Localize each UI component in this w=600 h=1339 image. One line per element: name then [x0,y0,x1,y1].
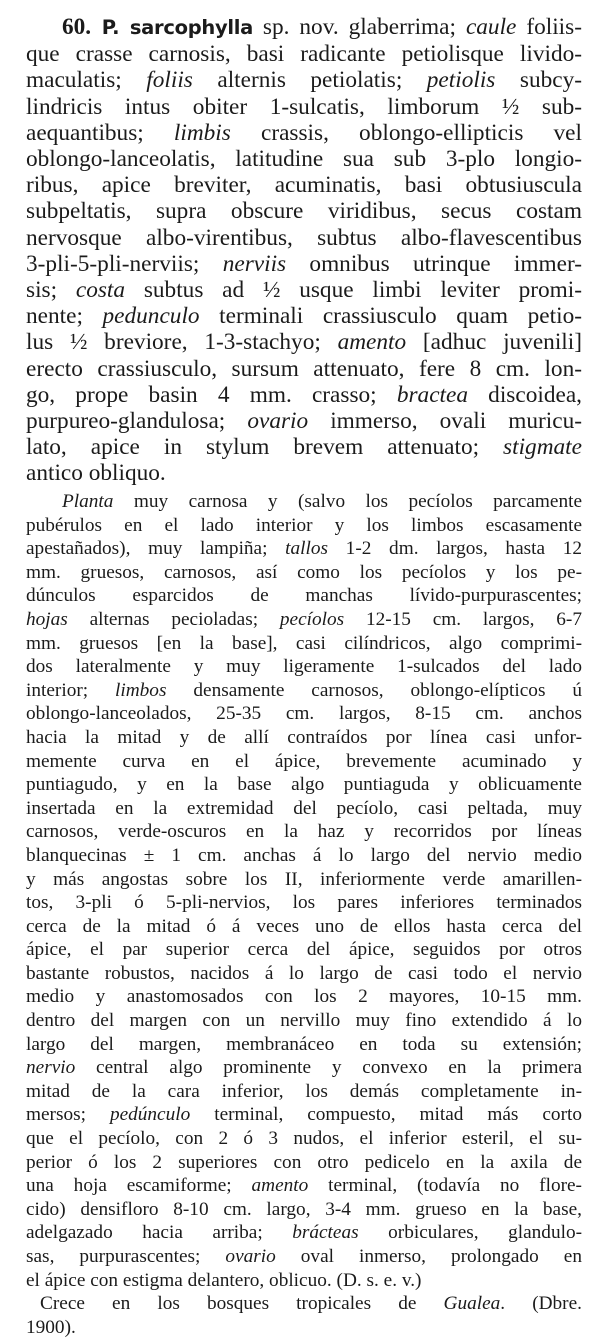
text-run: bastante robustos, nacidos á lo largo de casi todo el nervio [26,962,582,984]
text-run: alternis petiolatis; [192,67,427,94]
text-run: [adhuc juvenili] [406,329,582,356]
italic-term: Gualea [443,1293,501,1315]
text-run: blanquecinas ± 1 cm. anchas á lo largo del nervio medio [26,844,582,866]
text-run: terminal, compuesto, mitad más corto [190,1104,582,1126]
italic-term: ovario [225,1246,276,1267]
text-run: 1-2 dm. largos, hasta 12 [328,538,582,560]
text-run: subpeltatis, supra obscure viridibus, secus costam [26,198,582,225]
text-line [26,655,582,679]
italic-term: ovario [247,408,309,435]
text-line [26,537,582,561]
text-run: antico obliquo. [26,460,166,487]
text-line [26,277,582,303]
text-line [26,14,582,41]
text-run: subcy- [495,67,582,94]
text-line [26,225,582,251]
text-run: y más angostas sobre los II, inferiormente verde amarillen- [26,868,582,890]
text-run: tos, 3-pli ó 5-pli-nervios, los pares inferiores terminados [26,892,582,914]
text-line [26,1033,582,1057]
text-line [26,702,582,726]
text-line [26,1009,582,1033]
text-line [26,1080,582,1104]
text-line [26,146,582,172]
text-run: interior; [26,679,116,701]
text-line [26,584,582,608]
text-run: puntiagudo, y en la base algo puntiaguda y oblicuamente [26,774,582,796]
text-line [26,1221,582,1245]
italic-term: amento [337,329,407,356]
text-run: sas, purpurascentes; [26,1246,226,1267]
text-run: dentro del margen con un nervillo muy fino extendido á lo [26,1010,582,1032]
text-run: omnibus utrinque immer- [286,250,582,277]
text-line [26,679,582,703]
italic-term: brácteas [292,1222,359,1244]
italic-term: amento [251,1175,309,1197]
text-run: mersos; [26,1104,110,1126]
text-run: alternas pecioladas; [67,608,280,630]
text-line [26,1103,582,1127]
text-run: erecto crassiusculo, sursum attenuato, fere 8 cm. lon- [26,355,582,382]
text-run: terminali crassiusculo quam petio- [199,303,582,330]
text-line [26,434,582,460]
italic-term: pedunculo [102,303,200,330]
italic-term: petiolis [426,67,496,94]
text-run: pubérulos en el lado interior y los limbos escasamente [26,514,582,536]
italic-term: bractea [396,381,468,408]
text-run: dos lateralmente y muy ligeramente 1-sulcados del lado [26,656,582,678]
text-line [26,797,582,821]
text-line [26,1292,582,1316]
text-run: perior ó los 2 superiores con otro pedicelo en la axila de [26,1151,582,1173]
text-line [26,514,582,538]
text-run: dúnculos esparcidos de manchas lívido-purpurascentes; [26,585,582,607]
italic-term: pedúnculo [109,1104,191,1126]
text-line [26,1056,582,1080]
text-run: oblongo-lanceolatis, latitudine sua sub 3-plo longio- [26,146,582,173]
latin-diagnosis [26,14,582,487]
italic-term: pecíolos [279,608,345,630]
text-run: lus ½ breviore, 1-3-stachyo; [26,329,338,356]
text-run: terminal, (todavía no flore- [308,1175,582,1197]
text-line [26,1151,582,1175]
text-run: memente curva en el ápice, brevemente acuminado y [26,750,582,772]
text-line [26,1269,582,1293]
text-run: sp. nov. glaberrima; [252,14,466,40]
text-run: el ápice con estigma delantero, oblicuo. (D. s. e. v.) [26,1269,422,1291]
text-run: mm. gruesos, carnosos, así como los pecíolos y los pe- [26,561,582,583]
text-line [26,891,582,915]
text-run: central algo prominente y convexo en la primera [75,1057,582,1079]
text-run: maculatis; [26,67,147,94]
text-line [26,1245,582,1269]
text-line [26,120,582,146]
text-line [26,608,582,632]
text-line [26,382,582,408]
italic-term: nervio [26,1057,76,1079]
italic-term: costa [75,277,126,304]
text-line [26,356,582,382]
text-run: que crasse carnosis, basi radicante petiolisque livido- [26,41,582,68]
text-line [26,303,582,329]
text-run: nente; [26,303,103,330]
text-run: crassis, oblongo-ellipticis vel [230,119,582,146]
text-line [26,460,582,486]
text-line [26,251,582,277]
text-line [26,408,582,434]
text-line [26,915,582,939]
text-line [26,962,582,986]
text-run: densamente carnosos, oblongo-elípticos ú [166,679,582,701]
text-run: mitad de la cara inferior, los demás completamente in- [26,1080,582,1102]
text-run: una hoja escamiforme; [26,1175,252,1197]
text-run: sis; [26,277,76,304]
text-run: nervosque albo-virentibus, subtus albo-flavescentibus [26,224,582,251]
text-line [26,1198,582,1222]
text-run: 3-pli-5-pli-nerviis; [26,250,223,277]
text-line [26,820,582,844]
text-line [26,94,582,120]
text-run: lato, apice in stylum brevem attenuato; [26,434,504,461]
italic-term: Planta [62,491,114,512]
italic-term: limbos [115,679,167,701]
text-run: carnosos, verde-oscuros en la haz y recorridos por líneas [26,821,582,843]
text-line [26,172,582,198]
text-run: que el pecíolo, con 2 ó 3 nudos, el inferior esteril, el su- [26,1128,582,1150]
text-line [26,868,582,892]
text-run: cerca de la mitad ó á veces uno de ellos hasta cerca del [26,915,582,937]
text-run: immerso, ovali muricu- [308,408,582,435]
italic-term: limbis [173,119,231,146]
text-line [26,329,582,355]
text-run: 1900). [26,1316,76,1338]
text-line [26,41,582,67]
text-run: muy carnosa y (salvo los pecíolos parcamente [113,491,582,512]
text-run: insertada en la extremidad del pecíolo, casi peltada, muy [26,797,582,819]
text-line [26,198,582,224]
text-line [26,750,582,774]
italic-term: hojas [26,608,68,630]
text-run: 12-15 cm. largos, 6-7 [344,608,582,630]
text-line [26,985,582,1009]
italic-term: foliis [146,67,193,94]
text-line [26,561,582,585]
italic-term: nerviis [222,250,287,277]
text-run: discoidea, [468,381,582,408]
text-line [26,1316,582,1339]
text-run: go, prope basin 4 mm. crasso; [26,381,397,408]
italic-term: stigmate [503,434,582,461]
text-run: Crece en los bosques tropicales de [40,1293,444,1315]
text-run: adelgazado hacia arriba; [26,1222,293,1244]
text-run: largo del margen, membranáceo en toda su extensión; [26,1033,582,1055]
italic-term: caule [465,14,517,40]
text-run: purpureo-glandulosa; [26,408,248,435]
text-run: orbiculares, glandulo- [358,1222,582,1244]
text-run: subtus ad ½ usque limbi leviter promi- [125,277,582,304]
text-line [26,1174,582,1198]
text-run: oblongo-lanceolados, 25-35 cm. largos, 8-15 cm. anchos [26,703,582,725]
text-line [26,1127,582,1151]
text-line [26,67,582,93]
spanish-description [26,490,582,1339]
text-run: lindricis intus obiter 1-sulcatis, limborum ½ sub- [26,93,582,120]
text-run: hacia la mitad y de allí contraídos por línea casi unfor- [26,726,582,748]
text-run: aequantibus; [26,119,174,146]
text-run: apestañados), muy lampiña; [26,538,286,560]
text-run: cido) densifloro 8-10 cm. largo, 3-4 mm. grueso en la base, [26,1198,582,1220]
text-run: ápice, el par superior cerca del ápice, seguidos por otros [26,939,582,961]
text-line [26,844,582,868]
species-number: 60. [62,14,92,40]
species-name: P. sarcophylla [91,16,253,39]
italic-term: tallos [285,538,329,560]
text-line [26,773,582,797]
text-line [26,632,582,656]
text-line [26,938,582,962]
text-line [26,726,582,750]
text-run: foliis- [516,14,582,40]
text-run: ribus, apice breviter, acuminatis, basi obtusiuscula [26,172,582,199]
text-run: mm. gruesos [en la base], casi cilíndricos, algo comprimi- [26,632,582,654]
text-run: medio y anastomosados con los 2 mayores, 10-15 mm. [26,986,582,1008]
text-run: . (Dbre. [500,1293,582,1315]
text-line [26,490,582,514]
text-run: oval inmerso, prolongado en [275,1246,582,1267]
